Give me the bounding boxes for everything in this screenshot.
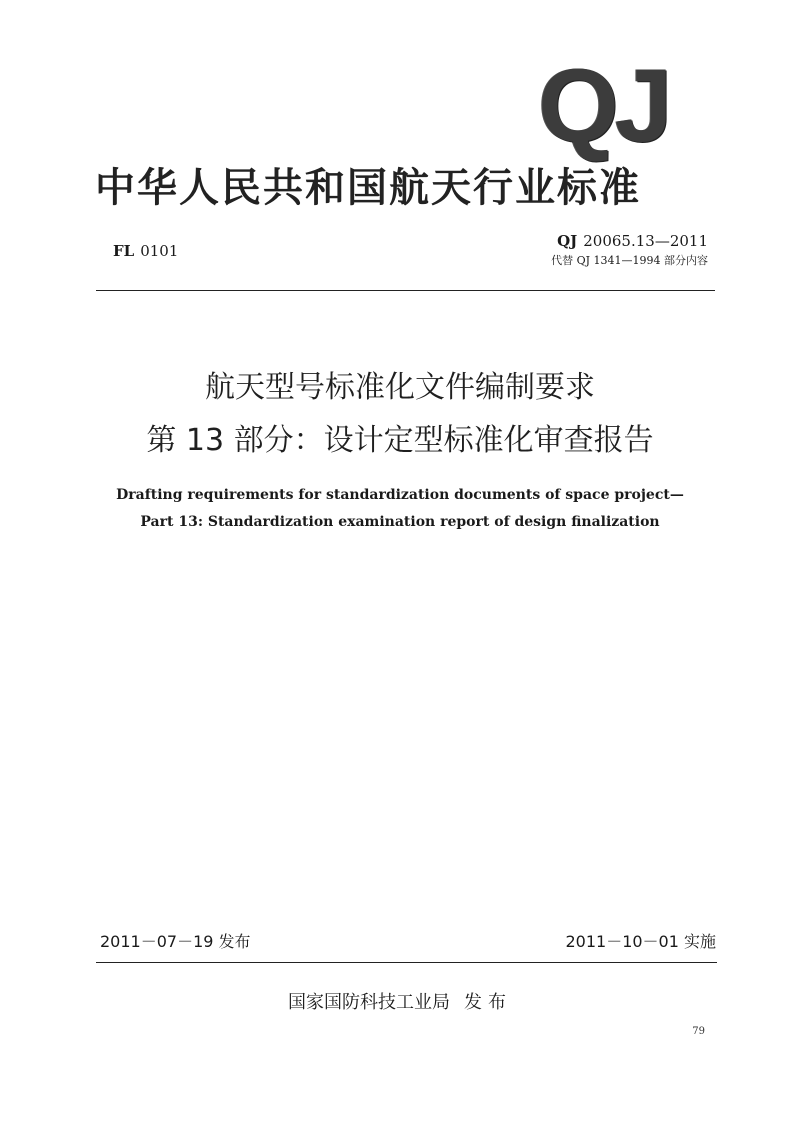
classification-number: 0101	[140, 242, 179, 260]
issue-date: 2011－07－19 发布	[100, 932, 251, 951]
english-title-line-1: Drafting requirements for standardization documents of space project—	[116, 487, 684, 503]
english-title-line-2: Part 13: Standardization examination report of design finalization	[140, 514, 660, 530]
qj-logo: QJ	[538, 48, 669, 164]
page-number: 79	[692, 1026, 705, 1037]
publisher-line	[0, 992, 800, 1014]
organization-title: 中华人民共和国航天行业标准	[95, 165, 641, 211]
classification-code	[113, 241, 178, 261]
chinese-title-line-1: 航天型号标准化文件编制要求	[205, 370, 595, 405]
header-divider	[96, 290, 715, 291]
chinese-title-line-2: 第 13 部分：设计定型标准化审查报告	[146, 423, 654, 458]
classification-prefix: FL	[113, 242, 135, 260]
implementation-date: 2011－10－01 实施	[565, 932, 716, 951]
footer-divider	[96, 962, 717, 963]
standard-prefix: QJ	[557, 232, 578, 250]
publisher-name: 国家国防科技工业局	[288, 992, 450, 1013]
replaces-note: 代替 QJ 1341—1994 部分内容	[551, 254, 708, 267]
publish-action: 发布	[464, 992, 512, 1013]
standard-number	[557, 231, 708, 251]
standard-code: 20065.13—2011	[583, 232, 708, 250]
